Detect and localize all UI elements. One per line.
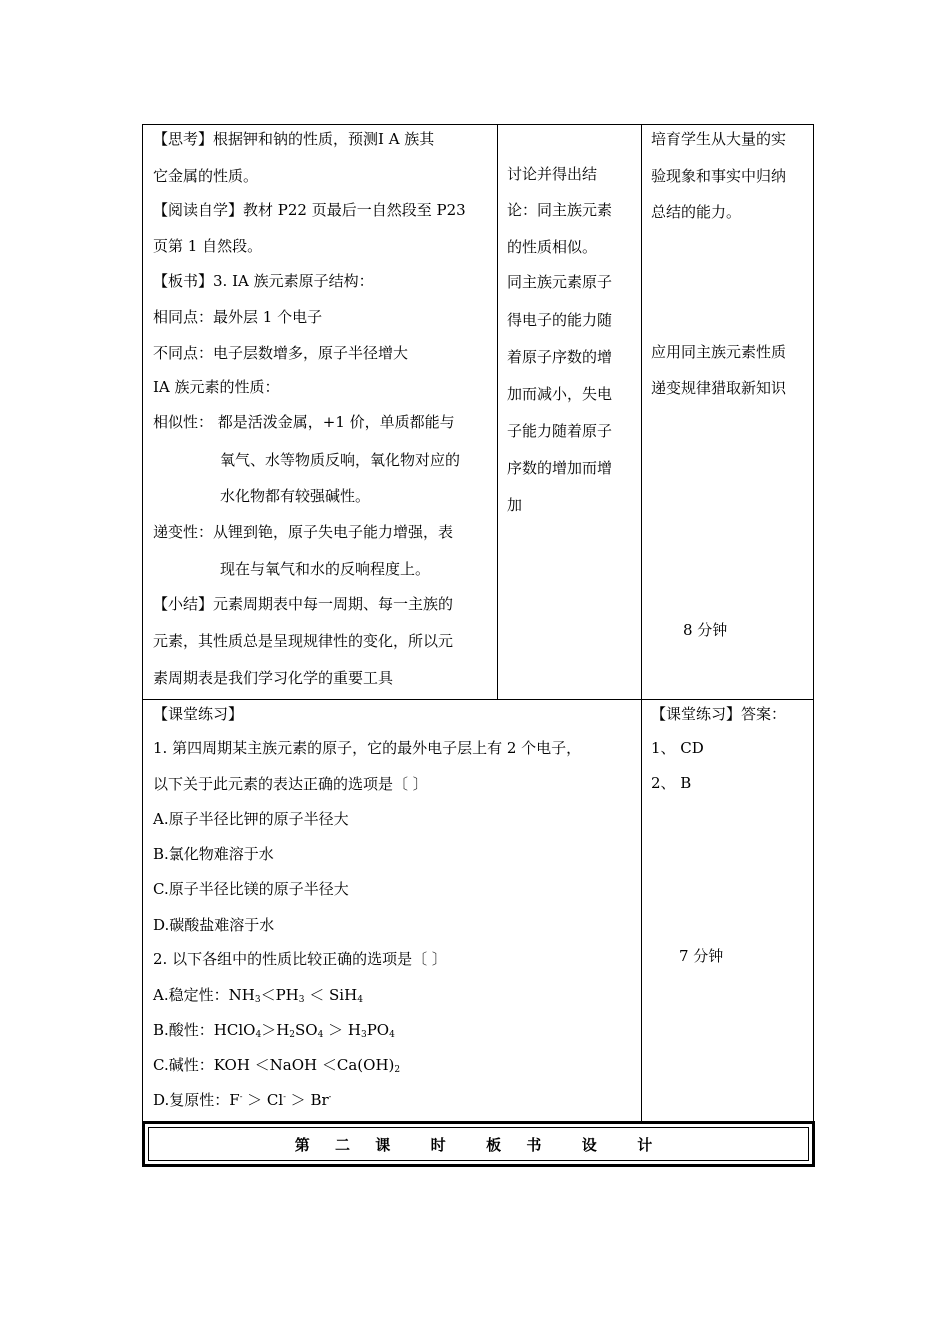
question-1-line-2: 以下关于此元素的表达正确的选项是〔 〕 <box>153 775 428 793</box>
table-border-right <box>813 124 814 1122</box>
option-label: B.酸性： <box>153 1021 214 1039</box>
content-line: 它金属的性质。 <box>153 167 259 185</box>
activity-line: 序数的增加而增 <box>507 459 613 477</box>
activity-line: 讨论并得出结 <box>507 165 598 183</box>
time-label: 7 分钟 <box>679 947 724 965</box>
content-line: 【阅读自学】教材 P22 页最后一自然段至 P23 <box>153 201 466 219</box>
content-line: 元素，其性质总是呈现规律性的变化，所以元 <box>153 632 454 650</box>
board-design-title: 第 二 课 时 板 书 设 计 <box>294 1135 663 1154</box>
question-2-option-d: D.复原性：F- ＞ Cl- ＞ Br- <box>153 1091 332 1109</box>
question-1-option-b: B.氯化物难溶于水 <box>153 845 274 863</box>
content-line: 递变性：从锂到铯，原子失电子能力增强，表 <box>153 523 454 541</box>
column-divider-2 <box>641 124 642 1122</box>
content-line: 水化物都有较强碱性。 <box>220 487 371 505</box>
option-label: A.稳定性： <box>153 986 229 1004</box>
exercise-heading: 【课堂练习】 <box>153 705 244 723</box>
activity-line: 子能力随着原子 <box>507 422 613 440</box>
intent-line: 验现象和事实中归纳 <box>651 167 787 185</box>
intent-line: 递变规律猎取新知识 <box>651 379 787 397</box>
column-divider-1 <box>497 124 498 700</box>
answer-2: 2、 B <box>651 774 692 792</box>
question-1-line-1: 1. 第四周期某主族元素的原子，它的最外电子层上有 2 个电子， <box>153 739 582 757</box>
content-line: ⅠA 族元素的性质： <box>153 378 280 396</box>
question-2: 2. 以下各组中的性质比较正确的选项是〔 〕 <box>153 950 447 968</box>
content-line: 页第 1 自然段。 <box>153 237 263 255</box>
activity-line: 同主族元素原子 <box>507 273 613 291</box>
question-2-option-b: B.酸性：$HClO_4>H_2SO_4 > H_3PO_4$ <box>153 1021 395 1040</box>
activity-line: 得电子的能力随 <box>507 311 613 329</box>
content-line: 【小结】元素周期表中每一周期、每一主族的 <box>153 595 454 613</box>
content-line: 【思考】根据钾和钠的性质，预测Ⅰ A 族其 <box>153 130 435 148</box>
answer-1: 1、 CD <box>651 739 704 757</box>
question-2-option-c: C.碱性：KOH ＜NaOH $<Ca(OH)_2$ <box>153 1056 401 1075</box>
question-2-option-a: A.稳定性：$NH_3<PH_3 < SiH_4$ <box>153 986 363 1005</box>
intent-line: 总结的能力。 <box>651 203 742 221</box>
content-line: 现在与氧气和水的反响程度上。 <box>220 560 431 578</box>
question-1-option-a: A.原子半径比钾的原子半径大 <box>153 810 349 828</box>
content-line: 相同点：最外层 1 个电子 <box>153 308 323 326</box>
time-label: 8 分钟 <box>683 621 728 639</box>
table-border-left <box>142 124 143 1122</box>
activity-line: 的性质相似。 <box>507 238 598 256</box>
content-line: 【板书】3. ⅠA 族元素原子结构： <box>153 272 374 290</box>
activity-line: 着原子序数的增 <box>507 348 613 366</box>
activity-line: 论：同主族元素 <box>507 201 613 219</box>
content-line: 相似性： 都是活泼金属，+1 价，单质都能与 <box>153 413 455 431</box>
table-border-top <box>142 124 814 125</box>
option-label: C.碱性： <box>153 1056 214 1074</box>
content-line: 氧气、水等物质反响，氧化物对应的 <box>220 451 461 469</box>
question-1-option-c: C.原子半径比镁的原子半径大 <box>153 880 349 898</box>
answers-heading: 【课堂练习】答案： <box>651 705 787 723</box>
intent-line: 培育学生从大量的实 <box>651 130 787 148</box>
row-divider <box>142 699 814 700</box>
activity-line: 加而减小，失电 <box>507 385 613 403</box>
option-label: D.复原性： <box>153 1091 230 1109</box>
board-design-title-frame <box>148 1127 809 1161</box>
content-line: 不同点：电子层数增多，原子半径增大 <box>153 344 409 362</box>
board-design-title-bar <box>142 1121 815 1167</box>
content-line: 素周期表是我们学习化学的重要工具 <box>153 669 394 687</box>
question-1-option-d: D.碳酸盐难溶于水 <box>153 916 275 934</box>
activity-line: 加 <box>507 496 523 514</box>
intent-line: 应用同主族元素性质 <box>651 343 787 361</box>
